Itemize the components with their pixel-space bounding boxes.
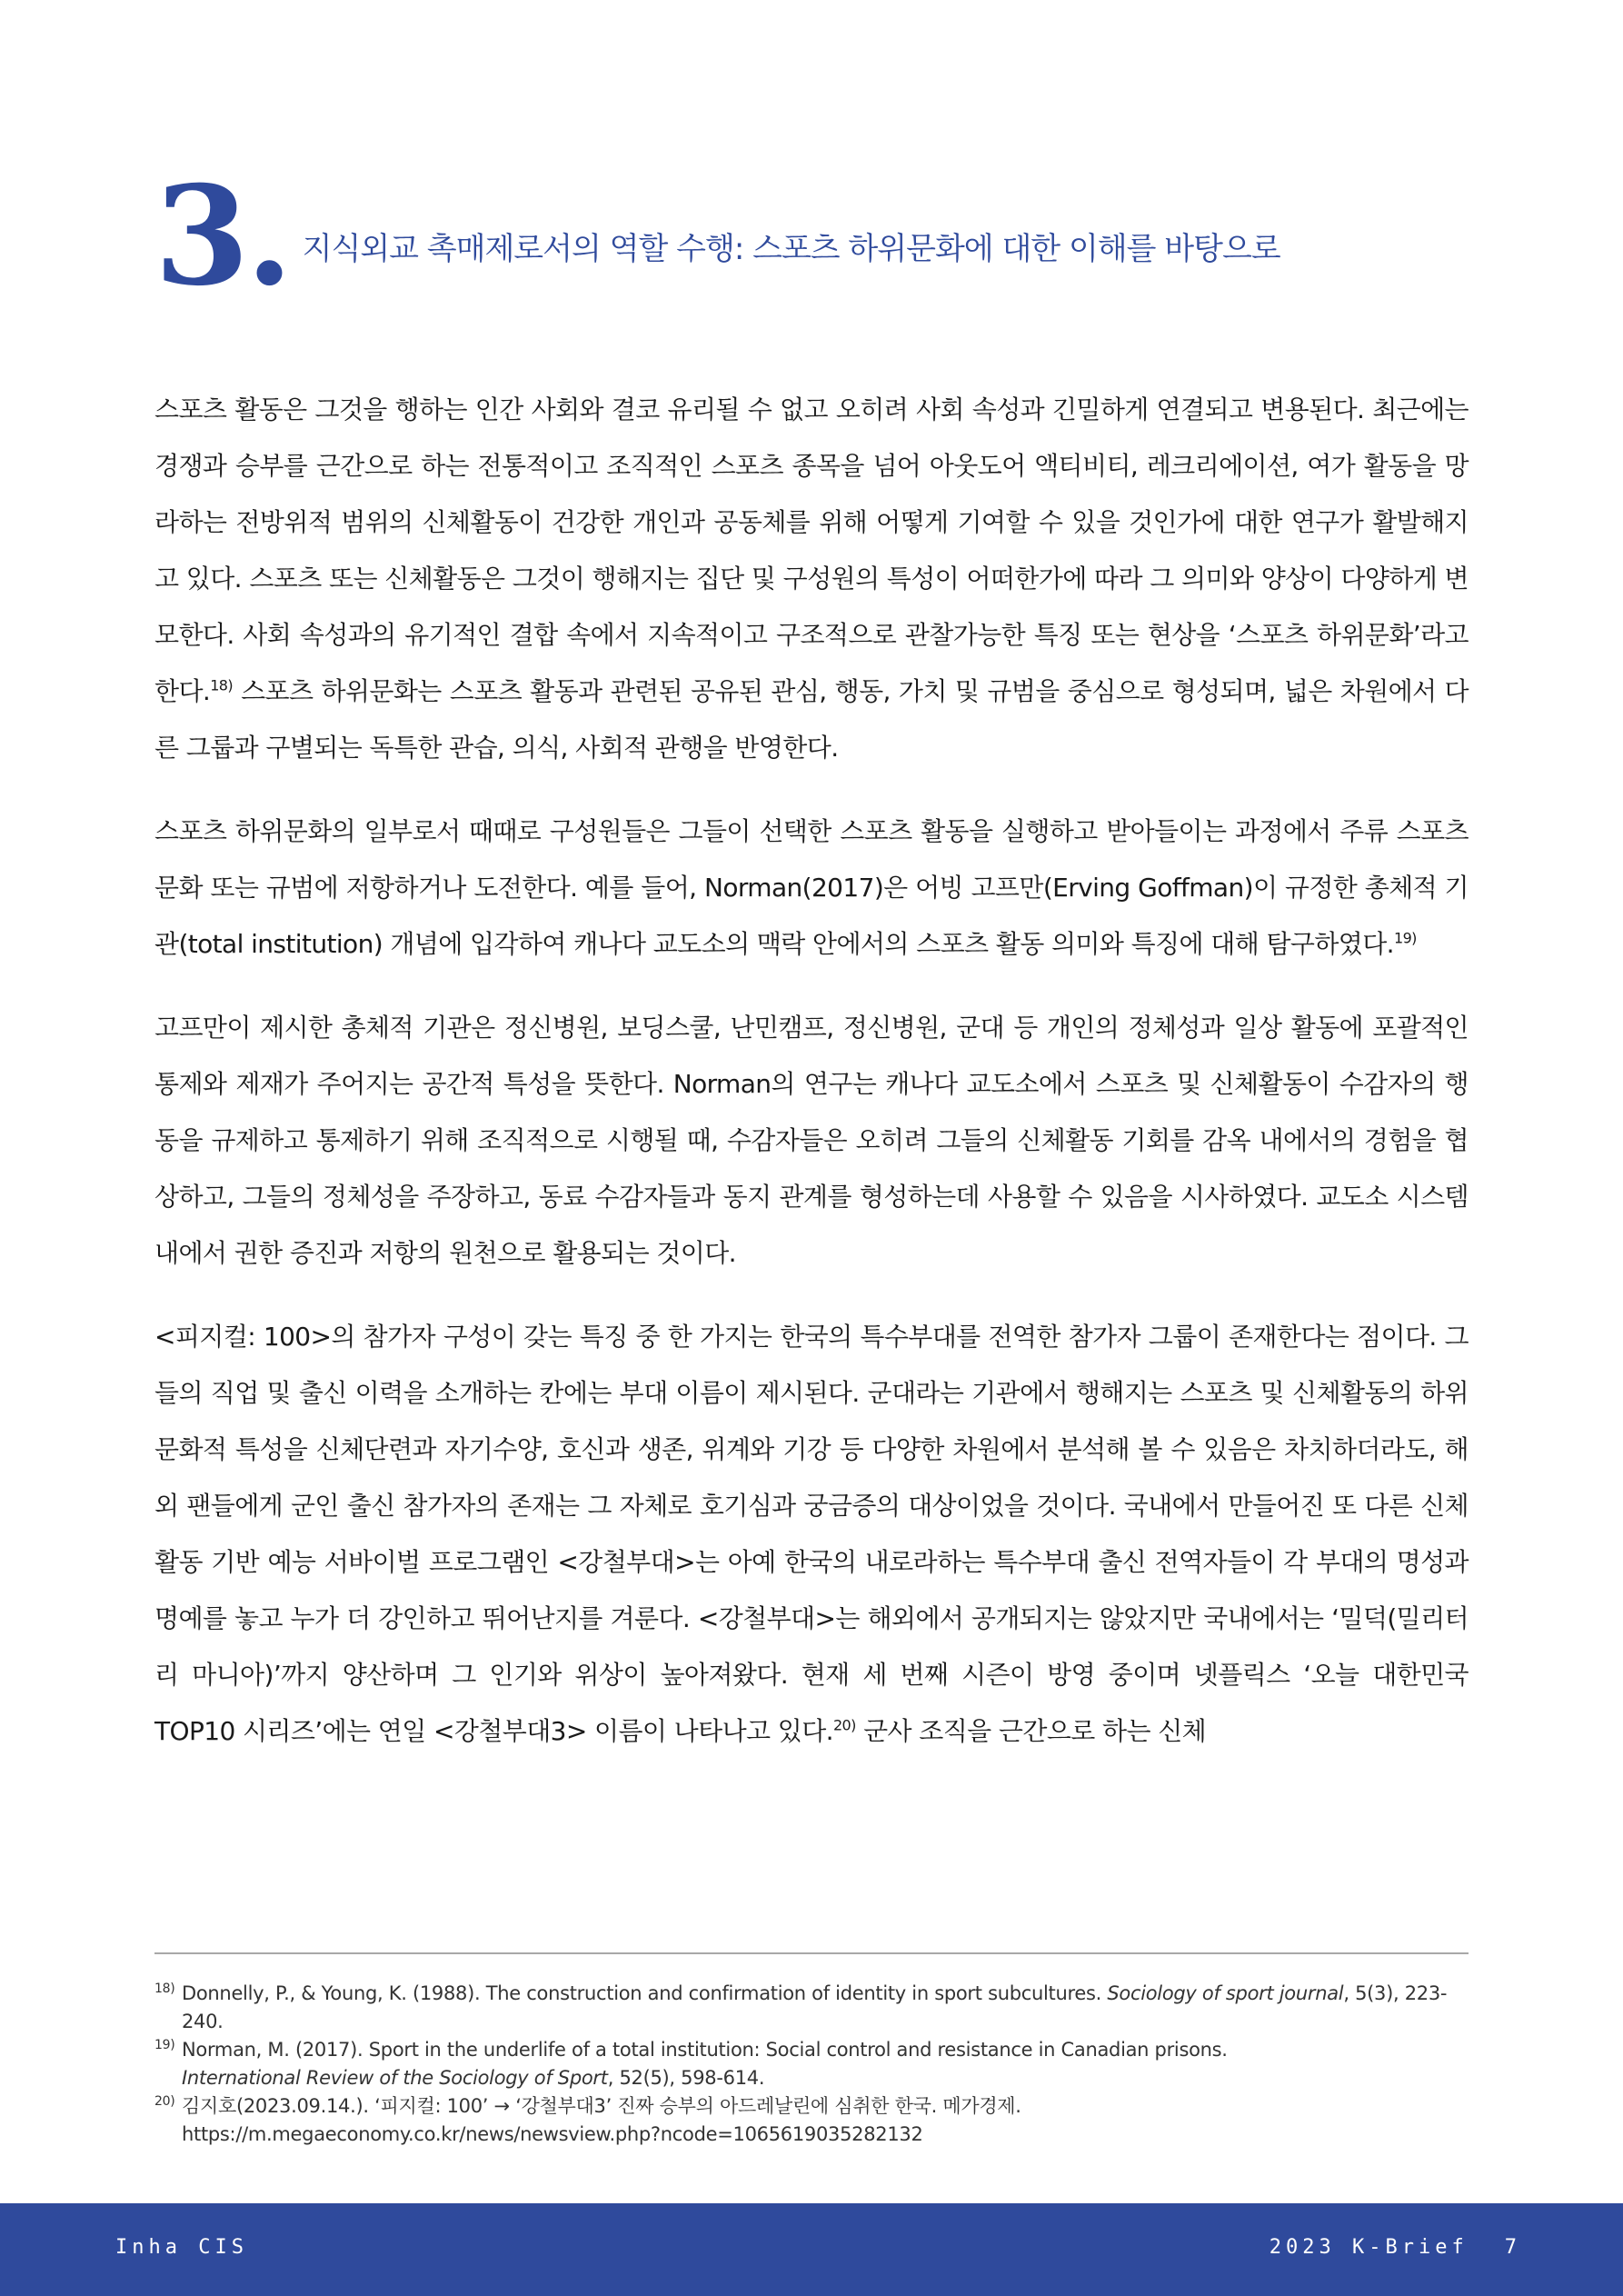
footnote-url-link[interactable]: https://m.megaeconomy.co.kr/news/newsview.php?ncode=1065619035282132 — [182, 2123, 923, 2145]
footnotes — [154, 1952, 1469, 2149]
footer-org-name: Inha CIS — [115, 2236, 248, 2259]
footnote-number: 19) — [154, 2038, 175, 2052]
footnote-citation: 김지호(2023.09.14.). ‘피지컬: 100’ → ‘강철부대3’ 진짜 승부의 아드레날린에 심취한 한국. 메가경제. — [182, 2095, 1021, 2117]
footnote-citation: Norman, M. (2017). Sport in the underlife of a total institution: Social control and resistance in Canadian prisons. — [182, 2039, 1228, 2061]
footnote-journal: International Review of the Sociology of Sport — [182, 2067, 608, 2089]
paragraph-1-text-a: 스포츠 활동은 그것을 행하는 인간 사회와 결코 유리될 수 없고 오히려 사회 속성과 긴밀하게 연결되고 변용된다. 최근에는 경쟁과 승부를 근간으로 하는 전통적이고 조직적인 스포츠 종목을 넘어 아웃도어 액티비티, 레크리에이션, 여가 활동을 망라하는 전방위적 범위의 신체활동이 건강한 개인과 공동체를 위해 어떻게 기여할 수 있을 것인가에 대한 연구가 활발해지고 있다. 스포츠 또는 신체활동은 그것이 행해지는 집단 및 구성원의 특성이 어떠한가에 따라 그 의미와 양상이 다양하게 변모한다. 사회 속성과의 유기적인 결합 속에서 지속적이고 구조적으로 관찰가능한 특징 또는 현상을 ‘스포츠 하위문화’라고 한다. — [154, 394, 1469, 706]
paragraph-3 — [154, 1000, 1469, 1282]
footnote-journal: Sociology of sport journal — [1107, 1982, 1344, 2004]
body-text — [154, 382, 1469, 1787]
footnote-19 — [154, 2036, 1469, 2092]
footnote-volume: , 52(5), 598-614. — [607, 2067, 765, 2089]
footer-right — [1270, 2236, 1521, 2259]
footnote-text — [182, 2036, 1469, 2092]
footnote-text — [182, 1980, 1469, 2036]
page-number: 7 — [1504, 2236, 1521, 2259]
paragraph-4 — [154, 1309, 1469, 1760]
paragraph-2-text-a: 스포츠 하위문화의 일부로서 때때로 구성원들은 그들이 선택한 스포츠 활동을 실행하고 받아들이는 과정에서 주류 스포츠 문화 또는 규범에 저항하거나 도전한다. 예를 들어, Norman(2017)은 어빙 고프만(Erving Goffman)이 규정한 총체적 기관(total institution) 개념에 입각하여 캐나다 교도소의 맥락 안에서의 스포츠 활동 의미와 특징에 대해 탐구하였다. — [154, 816, 1469, 959]
section-number: 3. — [154, 156, 290, 316]
footnote-ref-18[interactable]: 18) — [210, 676, 234, 694]
footnote-text — [182, 2092, 1469, 2149]
section-title: 지식외교 촉매제로서의 역할 수행: 스포츠 하위문화에 대한 이해를 바탕으로 — [302, 230, 1280, 267]
footnote-18 — [154, 1980, 1469, 2036]
paragraph-1 — [154, 382, 1469, 776]
page-footer — [0, 2203, 1623, 2296]
footnote-number: 18) — [154, 1982, 175, 1996]
paragraph-4-text-b: 군사 조직을 근간으로 하는 신체 — [855, 1716, 1207, 1746]
paragraph-2 — [154, 804, 1469, 973]
paragraph-1-text-b: 스포츠 하위문화는 스포츠 활동과 관련된 공유된 관심, 행동, 가치 및 규범을 중심으로 형성되며, 넓은 차원에서 다른 그룹과 구별되는 독특한 관습, 의식, 사회적 관행을 반영한다. — [154, 676, 1469, 763]
footer-publication: 2023 K-Brief — [1269, 2236, 1469, 2259]
footnote-volume: , 5(3), 223-240. — [182, 1982, 1448, 2032]
footnote-number: 20) — [154, 2094, 175, 2109]
footnote-citation: Donnelly, P., & Young, K. (1988). The construction and confirmation of identity in sport subcultures. — [182, 1982, 1108, 2004]
paragraph-3-text-a: 고프만이 제시한 총체적 기관은 정신병원, 보딩스쿨, 난민캠프, 정신병원, 군대 등 개인의 정체성과 일상 활동에 포괄적인 통제와 제재가 주어지는 공간적 특성을 뜻한다. Norman의 연구는 캐나다 교도소에서 스포츠 및 신체활동이 수감자의 행동을 규제하고 통제하기 위해 조직적으로 시행될 때, 수감자들은 오히려 그들의 신체활동 기회를 감옥 내에서의 경험을 협상하고, 그들의 정체성을 주장하고, 동료 수감자들과 동지 관계를 형성하는데 사용할 수 있음을 시사하였다. 교도소 시스템 내에서 권한 증진과 저항의 원천으로 활용되는 것이다. — [154, 1013, 1469, 1268]
paragraph-4-text-a: <피지컬: 100>의 참가자 구성이 갖는 특징 중 한 가지는 한국의 특수부대를 전역한 참가자 그룹이 존재한다는 점이다. 그들의 직업 및 출신 이력을 소개하는 칸에는 부대 이름이 제시된다. 군대라는 기관에서 행해지는 스포츠 및 신체활동의 하위문화적 특성을 신체단련과 자기수양, 호신과 생존, 위계와 기강 등 다양한 차원에서 분석해 볼 수 있음은 차치하더라도, 해외 팬들에게 군인 출신 참가자의 존재는 그 자체로 호기심과 궁금증의 대상이었을 것이다. 국내에서 만들어진 또 다른 신체활동 기반 예능 서바이벌 프로그램인 <강철부대>는 아예 한국의 내로라하는 특수부대 출신 전역자들이 각 부대의 명성과 명예를 놓고 누가 더 강인하고 뛰어난지를 겨룬다. <강철부대>는 해외에서 공개되지는 않았지만 국내에서는 ‘밀덕(밀리터리 마니아)’까지 양산하며 그 인기와 위상이 높아져왔다. 현재 세 번째 시즌이 방영 중이며 넷플릭스 ‘오늘 대한민국 TOP10 시리즈’에는 연일 <강철부대3> 이름이 나타나고 있다. — [154, 1322, 1469, 1746]
footnote-ref-20[interactable]: 20) — [832, 1716, 856, 1734]
footnote-20 — [154, 2092, 1469, 2149]
section-heading — [154, 156, 1280, 316]
footnote-ref-19[interactable]: 19) — [1394, 929, 1417, 947]
